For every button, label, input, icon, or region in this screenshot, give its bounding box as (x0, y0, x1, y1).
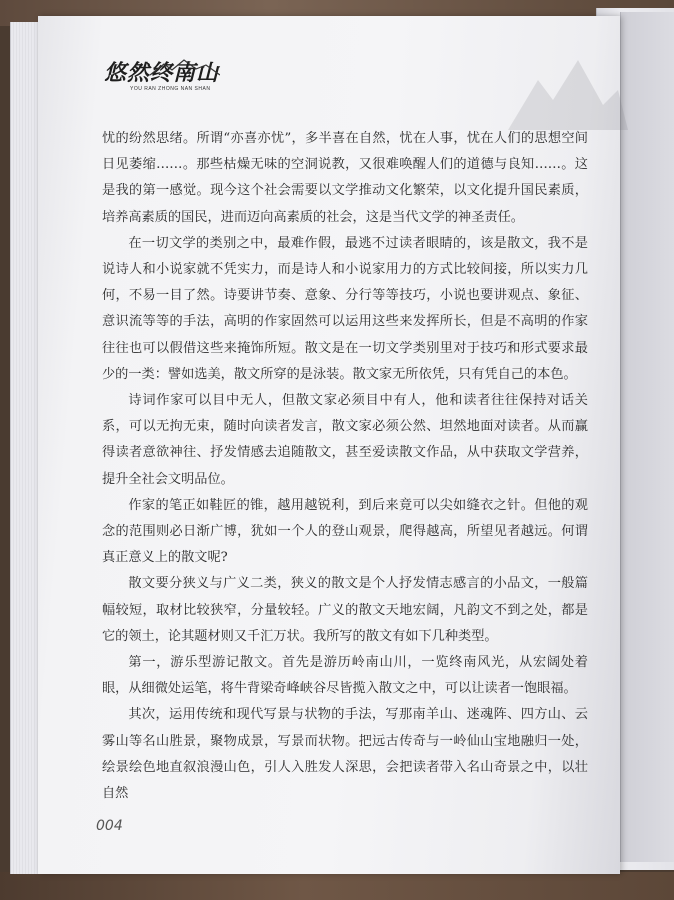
paragraph-5: 散文要分狭义与广义二类，狭义的散文是个人抒发情志感言的小品文，一般篇幅较短，取材比较狭窄，分量较轻。广义的散文天地宏阔，凡韵文不到之处，都是它的领土，论其题材则又千汇万状。我所写的散文有如下几种类型。 (102, 576, 588, 644)
paragraph-6: 第一，游乐型游记散文。首先是游历岭南山川，一览终南风光，从宏阔处着眼，从细微处运笔，将牛背梁奇峰峡谷尽皆揽入散文之中，可以让读者一饱眼福。 (102, 655, 588, 697)
paragraph-2: 在一切文学的类别之中，最难作假，最逃不过读者眼睛的，该是散文，我不是说诗人和小说家就不凭实力，而是诗人和小说家用力的方式比较间接，所以实力几何，不易一目了然。诗要讲节奏、意象、分行等等技巧，小说也要讲观点、象征、意识流等等的手法，高明的作家固然可以运用这些来发挥所长，但是不高明的作家往往也可以假借这些来掩饰所短。散文是在一切文学类别里对于技巧和形式要求最少的一类：譬如选美，散文所穿的是泳装。散文家无所依凭，只有凭自己的本色。 (102, 235, 588, 382)
page-number: 004 (96, 818, 123, 834)
logo-pinyin: YOU RAN ZHONG NAN SHAN (130, 86, 211, 92)
paragraph-4: 作家的笔正如鞋匠的锥，越用越锐利，到后来竟可以尖如缝衣之针。但他的观念的范围则必日渐广博，犹如一个人的登山观景，爬得越高，所望见者越远。何谓真正意义上的散文呢? (102, 497, 588, 566)
logo-title: 悠然终南山 (104, 60, 220, 86)
mountain-peak-icon (150, 58, 220, 76)
table-surface-bottom (0, 872, 674, 900)
paragraph-1: 忧的纷然思绪。所谓“亦喜亦忧”，多半喜在自然，忧在人事，忧在人们的思想空间日见萎缩……。那些枯燥无味的空洞说教，又很难唤醒人们的道德与良知……。这是我的第一感觉。现今这个社会需要以文学推动文化繁荣，以文化提升国民素质，培养高素质的国民，进而迈向高素质的社会，这是当代文学的神圣责任。 (102, 131, 588, 225)
background-book-edge (620, 12, 674, 862)
paragraph-3: 诗词作家可以目中无人，但散文家必须目中有人，他和读者往往保持对话关系，可以无拘无束，随时向读者发言，散文家必须公然、坦然地面对读者。从而赢得读者意欲神往、抒发情感去追随散文，甚至爱读散文作品，从中获取文学营养，提升全社会文明品位。 (102, 393, 588, 487)
paragraph-7: 其次，运用传统和现代写景与状物的手法，写那南羊山、迷魂阵、四方山、云雾山等名山胜景，聚物成景，写景而状物。把远古传奇与一岭仙山宝地融归一处，绘景绘色地直叙浪漫山色，引人入胜发人深思，会把读者带入名山奇景之中，以壮自然 (102, 707, 588, 802)
body-text (102, 126, 588, 807)
